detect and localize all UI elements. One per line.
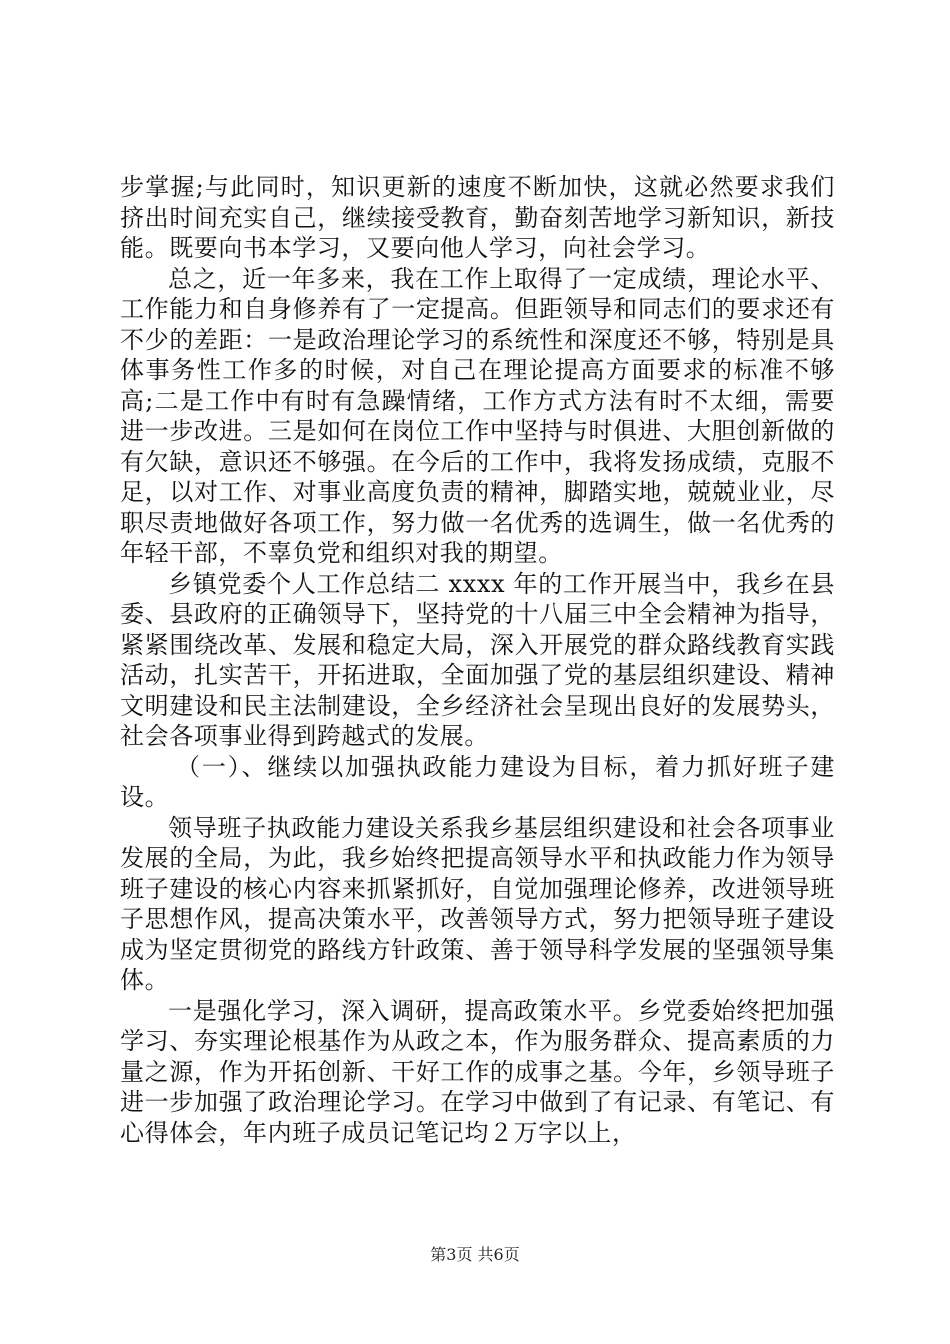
- paragraph-study: 一是强化学习，深入调研，提高政策水平。乡党委始终把加强学习、夯实理论根基作为从政之本，作为服务群众、提高素质的力量之源，作为开拓创新、干好工作的成事之基。今年，乡领导班子进一步加强了政治理论学习。在学习中做到了有记录、有笔记、有心得体会，年内班子成员记笔记均２万字以上，: [120, 996, 835, 1147]
- page-footer: 第3页 共6页: [430, 1245, 520, 1264]
- paragraph-township-summary: 乡镇党委个人工作总结二 xxxx 年的工作开展当中，我乡在县委、县政府的正确领导下，坚持党的十八届三中全会精神为指导，紧紧围绕改革、发展和稳定大局，深入开展党的群众路线教育实践活动，扎实苦干，开拓进取，全面加强了党的基层组织建设、精神文明建设和民主法制建设，全乡经济社会呈现出良好的发展势头，社会各项事业得到跨越式的发展。: [120, 569, 835, 750]
- document-body: [120, 172, 835, 1148]
- paragraph-summary: 总之，近一年多来，我在工作上取得了一定成绩，理论水平、工作能力和自身修养有了一定提高。但距领导和同志们的要求还有不少的差距：一是政治理论学习的系统性和深度还不够，特别是具体事务性工作多的时候，对自己在理论提高方面要求的标准不够高;二是工作中有时有急躁情绪，工作方式方法有时不太细，需要进一步改进。三是如何在岗位工作中坚持与时俱进、大胆创新做的有欠缺，意识还不够强。在今后的工作中，我将发扬成绩，克服不足，以对工作、对事业高度负责的精神，脚踏实地，兢兢业业，尽职尽责地做好各项工作，努力做一名优秀的选调生，做一名优秀的年轻干部，不辜负党和组织对我的期望。: [120, 264, 835, 567]
- paragraph-leadership: 领导班子执政能力建设关系我乡基层组织建设和社会各项事业发展的全局，为此，我乡始终把提高领导水平和执政能力作为领导班子建设的核心内容来抓紧抓好，自觉加强理论修养，改进领导班子思想作风，提高决策水平，改善领导方式，努力把领导班子建设成为坚定贯彻党的路线方针政策、善于领导科学发展的坚强领导集体。: [120, 813, 835, 994]
- paragraph-continuation: 步掌握;与此同时，知识更新的速度不断加快，这就必然要求我们挤出时间充实自己，继续接受教育，勤奋刻苦地学习新知识，新技能。既要向书本学习，又要向他人学习，向社会学习。: [120, 173, 835, 262]
- section-heading: （一）、继续以加强执政能力建设为目标，着力抓好班子建设。: [120, 752, 835, 811]
